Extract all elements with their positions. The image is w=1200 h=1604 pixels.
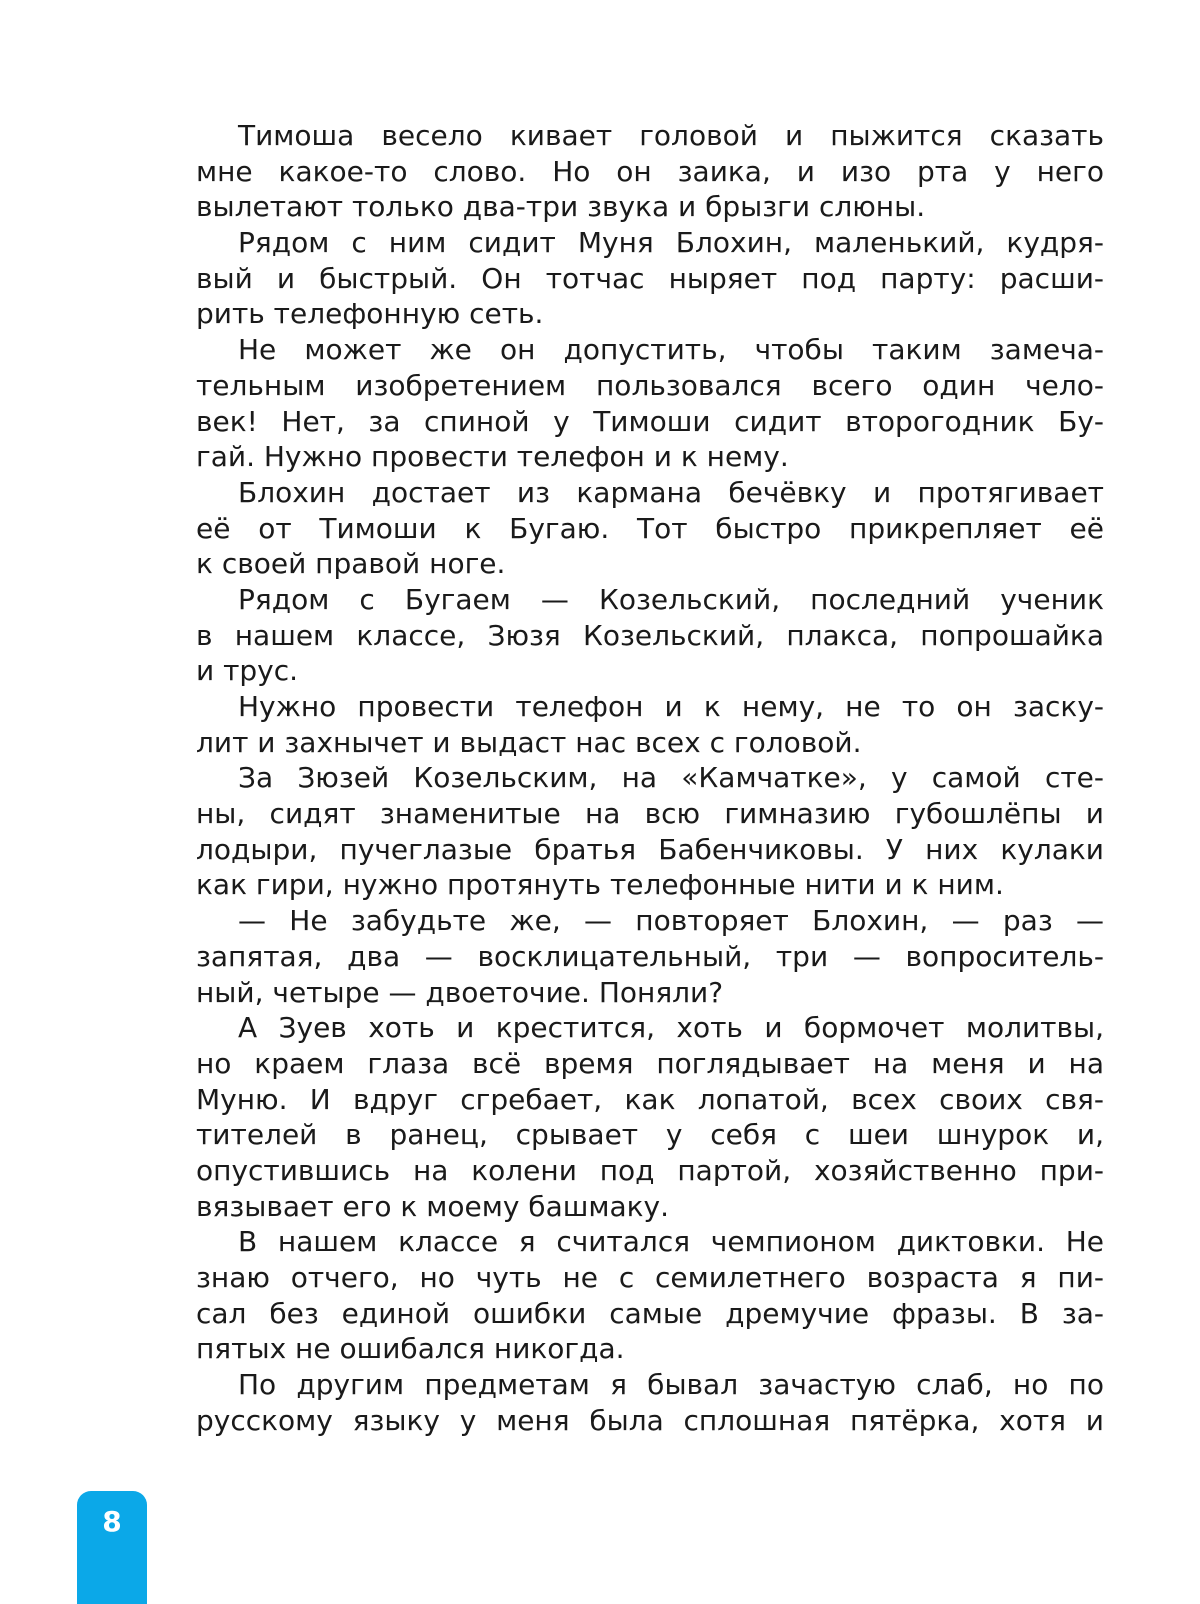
text-line: и трус. [196,654,299,688]
text-line: вылетают только два-три звука и брызги слюны. [196,190,926,224]
text-line: Не может же он допустить, чтобы таким замеча- [238,333,1104,367]
page-number-tab [77,1491,147,1604]
text-line: В нашем классе я считался чемпионом диктовки. Не [238,1225,1104,1259]
text-line: — Не забудьте же, — повторяет Блохин, — раз — [238,904,1104,938]
text-line: тителей в ранец, срывает у себя с шеи шнурок и, [196,1118,1104,1152]
text-line: рить телефонную сеть. [196,297,544,331]
text-line: лит и захнычет и выдаст нас всех с головой. [196,725,862,759]
text-line: Рядом с Бугаем — Козельский, последний ученик [238,582,1104,616]
text-line: тельным изобретением пользовался всего один чело- [196,368,1104,402]
text-line: ный, четыре — двоеточие. Поняли? [196,975,724,1009]
text-line: знаю отчего, но чуть не с семилетнего возраста я пи- [196,1261,1104,1294]
text-line: но краем глаза всё время поглядывает на меня и на [196,1046,1104,1080]
text-line: ны, сидят знаменитые на всю гимназию губошлёпы и [196,797,1104,831]
text-line: русскому языку у меня была сплошная пятёрка, хотя и [196,1403,1104,1437]
text-line: к своей правой ноге. [196,547,506,581]
text-line: Нужно провести телефон и к нему, не то он заску- [238,690,1104,723]
text-line: мне какое-то слово. Но он заика, и изо рта у него [196,154,1104,188]
text-line: её от Тимоши к Бугаю. Тот быстро прикрепляет её [196,511,1104,545]
text-line: сал без единой ошибки самые дремучие фразы. В за- [196,1296,1104,1330]
text-line: вый и быстрый. Он тотчас ныряет под парту: расши- [196,261,1104,295]
text-line: лодыри, пучеглазые братья Бабенчиковы. У них кулаки [196,832,1104,866]
page-number: 8 [102,1505,122,1538]
text-line: Рядом с ним сидит Муня Блохин, маленький, кудря- [238,226,1104,260]
text-line: пятых не ошибался никогда. [196,1332,625,1366]
text-line: Блохин достает из кармана бечёвку и протягивает [238,475,1104,509]
text-line: век! Нет, за спиной у Тимоши сидит второгодник Бу- [196,404,1104,438]
text-line: как гири, нужно протянуть телефонные нити и к ним. [196,868,1004,902]
text-line: гай. Нужно провести телефон и к нему. [196,440,789,474]
text-line: По другим предметам я бывал зачастую слаб, но по [238,1368,1104,1402]
text-line: запятая, два — восклицательный, три — вопроситель- [196,939,1104,973]
text-line: опустившись на колени под партой, хозяйственно при- [196,1153,1104,1187]
text-line: А Зуев хоть и крестится, хоть и бормочет молитвы, [238,1011,1104,1045]
text-line: вязывает его к моему башмаку. [196,1189,670,1223]
page-body-text [196,118,1104,1438]
text-line: За Зюзей Козельским, на «Камчатке», у самой сте- [238,761,1104,795]
text-line: Муню. И вдруг сгребает, как лопатой, всех своих свя- [196,1082,1104,1116]
text-line: в нашем классе, Зюзя Козельский, плакса, попрошайка [196,618,1104,652]
text-line: Тимоша весело кивает головой и пыжится сказать [238,119,1104,152]
